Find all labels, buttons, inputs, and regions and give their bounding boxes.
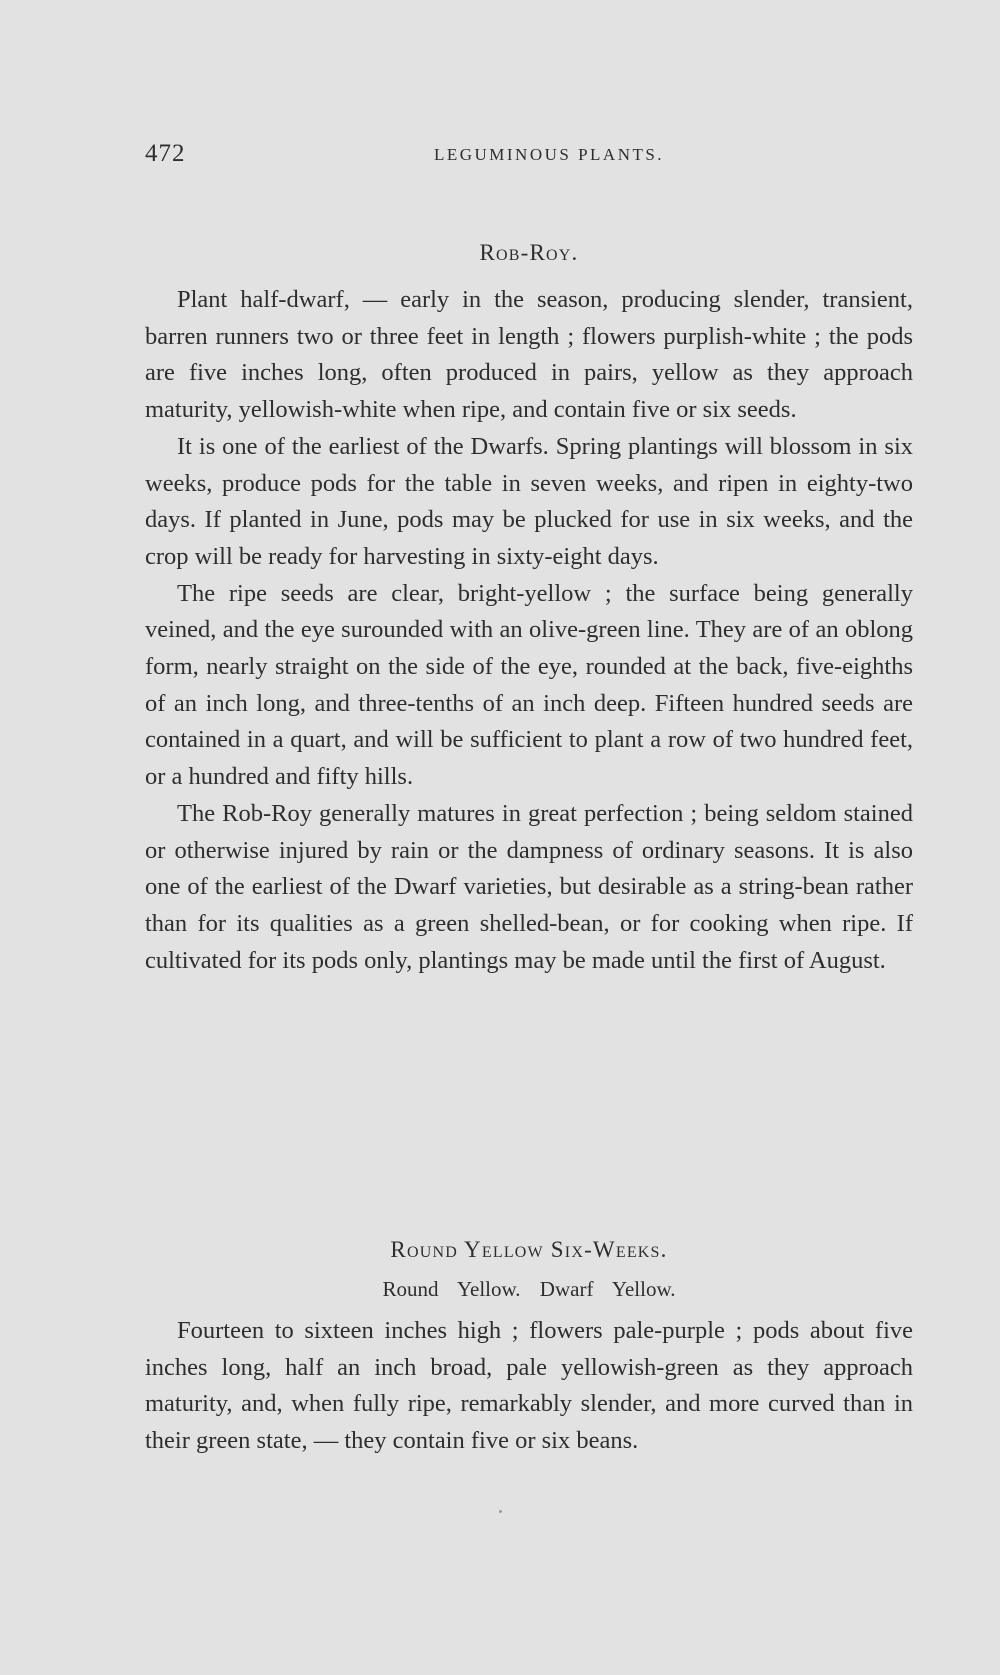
paper-speck (499, 1510, 502, 1513)
running-title: LEGUMINOUS PLANTS. (433, 145, 665, 164)
paragraph: The ripe seeds are clear, bright-yellow ; the surface being generally veined, and the eye surounded with an olive-green line. They are of an oblong form, nearly straight on the side of the eye, rounded at the back, five-eighths of an inch long, and three-tenths of an inch deep. Fifteen hundred seeds are contained in a quart, and will be sufficient to plant a row of two hundred feet, or a hundred and fifty hills. (145, 579, 913, 791)
paragraph: Fourteen to sixteen inches high ; flowers pale-purple ; pods about five inches long, half an inch broad, pale yellowish-green as they approach maturity, and, when fully ripe, remarkably slender, and more curved than in their green state, — they contain five or six beans. (145, 1317, 913, 1455)
paragraph: Plant half-dwarf, — early in the season, producing slender, transient, barren runners two or three feet in length ; flowers purplish-white ; the pods are five inches long, often produced in pairs, yellow as they approach maturity, yellowish-white when ripe, and contain five or six seeds. (145, 286, 913, 424)
page-number: 472 (145, 140, 186, 167)
section-heading: Round Yellow Six-Weeks. (390, 1237, 668, 1262)
paragraph: The Rob-Roy generally matures in great perfection ; being seldom stained or otherwise injured by rain or the dampness of ordinary seasons. It is also one of the earliest of the Dwarf varieties, but desirable as a string-bean rather than for its qualities as a green shelled-bean, or for cooking when ripe. If cultivated for its pods only, plantings may be made until the first of August. (145, 799, 913, 974)
running-head (145, 140, 913, 174)
section-round-yellow-six-weeks (145, 1237, 913, 1460)
synonyms-line: Round Yellow. Dwarf Yellow. (382, 1277, 676, 1301)
section-rob-roy (145, 240, 913, 979)
paragraph: It is one of the earliest of the Dwarfs. Spring plantings will blossom in six weeks, produce pods for the table in seven weeks, and ripen in eighty-two days. If planted in June, pods may be plucked for use in six weeks, and the crop will be ready for harvesting in sixty-eight days. (145, 432, 913, 570)
section-heading: Rob-Roy. (479, 240, 579, 265)
